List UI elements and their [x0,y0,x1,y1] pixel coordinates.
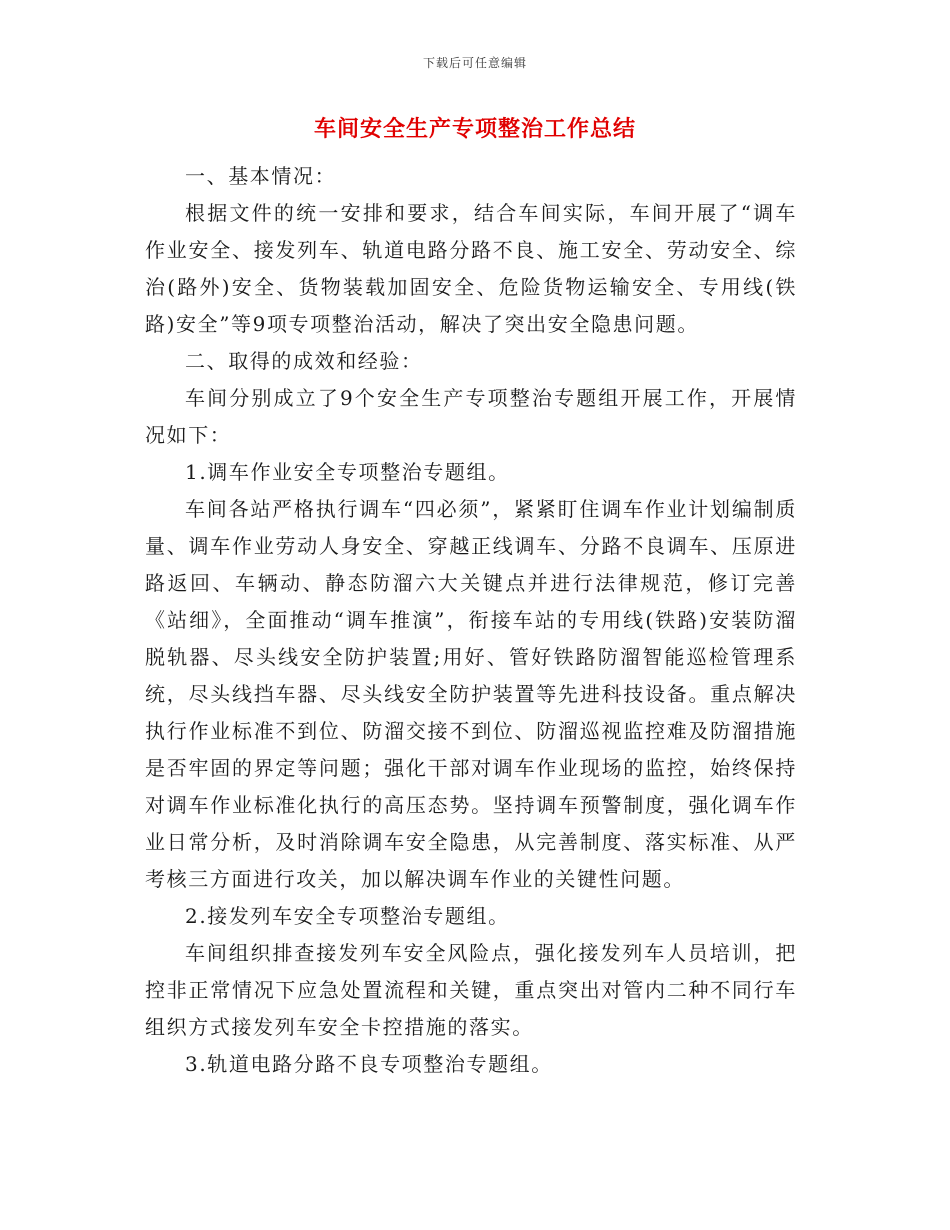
subheading-shunting-safety: 1.调车作业安全专项整治专题组。 [185,460,510,484]
document-title: 车间安全生产专项整治工作总结 [313,116,636,142]
document-body [145,158,797,1083]
subheading-track-circuit: 3.轨道电路分路不良专项整治专题组。 [185,1052,553,1076]
subheading-train-receiving: 2.接发列车安全专项整治专题组。 [185,904,510,928]
paragraph-achievements-intro: 车间分别成立了9个安全生产专项整治专题组开展工作，开展情况如下： [145,386,797,447]
section-heading-achievements: 二、取得的成效和经验： [185,349,423,373]
section-heading-basic-situation: 一、基本情况： [185,164,337,188]
paragraph-shunting-safety: 车间各站严格执行调车“四必须”，紧紧盯住调车作业计划编制质量、调车作业劳动人身安全、穿越正线调车、分路不良调车、压原进路返回、车辆动、静态防溜六大关键点并进行法律规范，修订完善《站细》，全面推动“调车推演”，衔接车站的专用线(铁路)安装防溜脱轨器、尽头线安全防护装置;用好、管好铁路防溜智能巡检管理系统，尽头线挡车器、尽头线安全防护装置等先进科技设备。重点解决执行作业标准不到位、防溜交接不到位、防溜巡视监控难及防溜措施是否牢固的界定等问题；强化干部对调车作业现场的监控，始终保持对调车作业标准化执行的高压态势。坚持调车预警制度，强化调车作业日常分析，及时消除调车安全隐患，从完善制度、落实标准、从严考核三方面进行攻关，加以解决调车作业的关键性问题。 [145,497,797,891]
paragraph-basic-situation: 根据文件的统一安排和要求，结合车间实际，车间开展了“调车作业安全、接发列车、轨道电路分路不良、施工安全、劳动安全、综治(路外)安全、货物装载加固安全、危险货物运输安全、专用线(铁路)安全”等9项专项整治活动，解决了突出安全隐患问题。 [145,201,797,336]
page-header-note: 下载后可任意编辑 [422,56,527,70]
paragraph-train-receiving: 车间组织排查接发列车安全风险点，强化接发列车人员培训，把控非正常情况下应急处置流程和关键，重点突出对管内二种不同行车组织方式接发列车安全卡控措施的落实。 [145,941,797,1039]
